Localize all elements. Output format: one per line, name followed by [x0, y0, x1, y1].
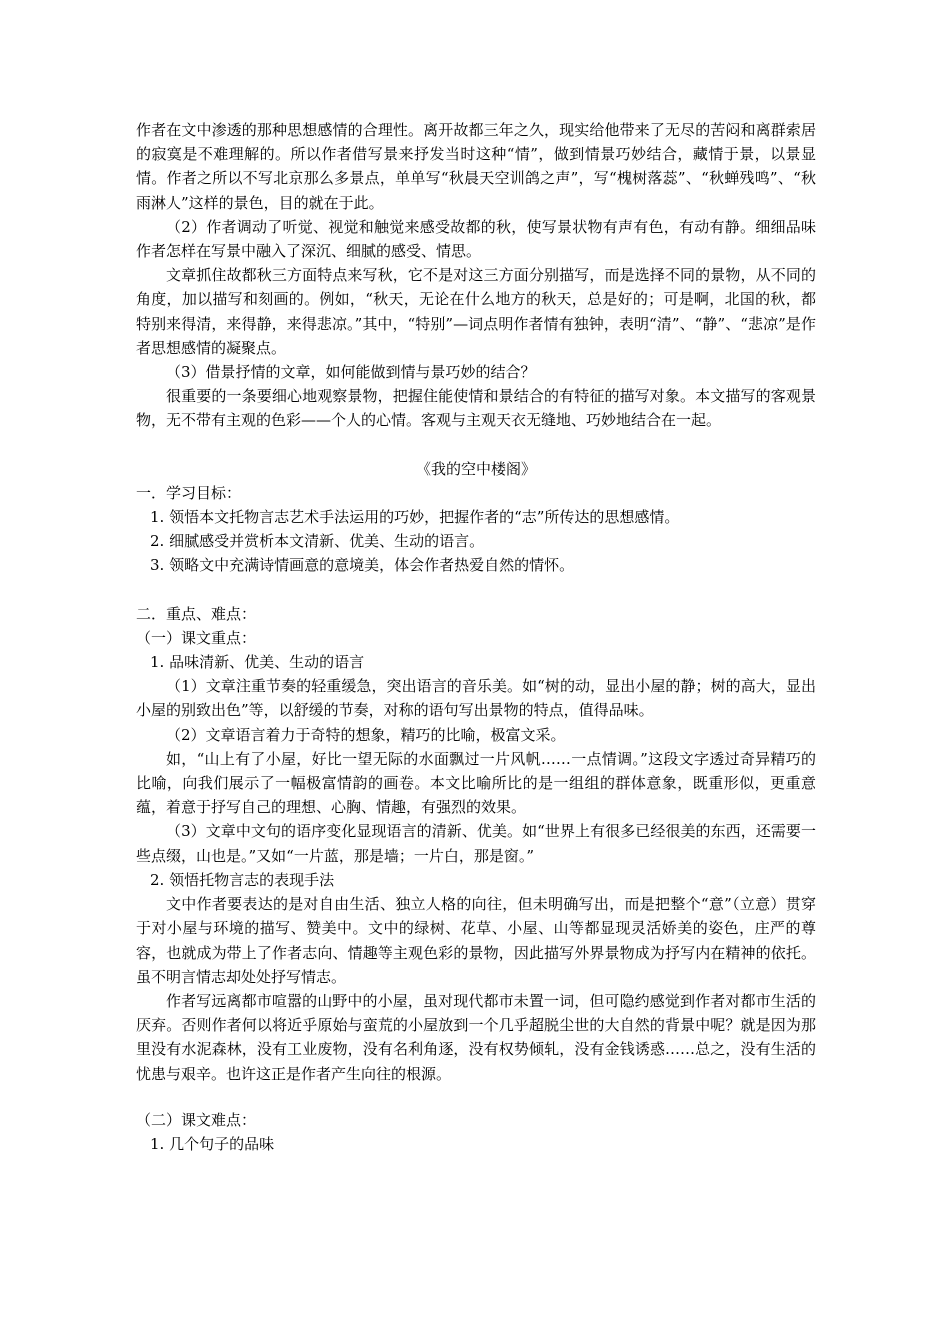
- section-title: 《我的空中楼阁》: [415, 459, 536, 478]
- list-item: 1. 领悟本文托物言志艺术手法运用的巧妙，把握作者的“志”所传达的思想感情。: [150, 508, 680, 527]
- key-heading: 二．重点、难点：: [136, 604, 257, 623]
- paragraph: （3）借景抒情的文章，如何能做到情与景巧妙的结合？: [166, 363, 536, 382]
- subheading: （一）课文重点：: [136, 628, 257, 647]
- paragraph: （2）作者调动了听觉、视觉和触觉来感受故都的秋，使写景状物有声有色，有动有静。细细品味作者怎样在写景中融入了深沉、细腻的感受、情思。: [136, 217, 816, 261]
- paragraph: （1）文章注重节奏的轻重缓急，突出语言的音乐美。如“树的动，显出小屋的静；树的高大，显出小屋的别致出色”等，以舒缓的节奏，对称的语句写出景物的特点，值得品味。: [136, 677, 816, 720]
- list-item: 1. 品味清新、优美、生动的语言: [150, 653, 365, 672]
- subheading: （二）课文难点：: [136, 1110, 257, 1129]
- spacer: [136, 1086, 816, 1108]
- paragraph: 文中作者要表达的是对自由生活、独立人格的向往，但未明确写出，而是把整个“意”（立意）贯穿于对小屋与环境的描写、赞美中。文中的绿树、花草、小屋、山等都显现灵活娇美的姿色，庄严的尊容，也就成为带上了作者志向、情趣等主观色彩的景物，因此描写外界景物成为抒写内在精神的依托。虽不明言情志却处处抒写情志。: [136, 895, 816, 986]
- paragraph: 很重要的一条要细心地观察景物，把握住能使情和景结合的有特征的描写对象。本文描写的客观景物，无不带有主观的色彩——个人的心情。客观与主观天衣无缝地、巧妙地结合在一起。: [136, 387, 816, 430]
- list-item: 3. 领略文中充满诗情画意的意境美，体会作者热爱自然的情怀。: [150, 556, 575, 575]
- paragraph: 文章抓住故都秋三方面特点来写秋，它不是对这三方面分别描写，而是选择不同的景物，从不同的角度，加以描写和刻画的。例如，“秋天，无论在什么地方的秋天，总是好的；可是啊，北国的秋，都特别来得清，来得静，来得悲凉。”其中，“特别”—词点明作者情有独钟，表明“清”、“静”、“悲凉”是作者思想感情的凝聚点。: [136, 266, 816, 357]
- goals-heading: 一．学习目标：: [136, 483, 242, 502]
- paragraph: （3）文章中文句的语序变化显现语言的清新、优美。如“世界上有很多已经很美的东西，还需要一些点缀，山也是。”又如“一片蓝，那是墙；一片白，那是窗。”: [136, 822, 816, 865]
- spacer: [136, 578, 816, 602]
- paragraph: 作者在文中渗透的那种思想感情的合理性。离开故都三年之久，现实给他带来了无尽的苦闷和离群索居的寂寞是不难理解的。所以作者借写景来抒发当时这种“情”，做到情景巧妙结合，藏情于景，以景显情。作者之所以不写北京那么多景点，单单写“秋晨天空训鸽之声”，写“槐树落蕊”、“秋蝉残鸣”、“秋雨淋人”这样的景色，目的就在于此。: [136, 121, 816, 212]
- list-item: 1. 几个句子的品味: [150, 1134, 275, 1153]
- paragraph: （2）文章语言着力于奇特的想象，精巧的比喻，极富文采。: [166, 725, 566, 744]
- document-page: [136, 118, 816, 1156]
- paragraph: 如，“山上有了小屋，好比一望无际的水面飘过一片风帆……一点情调。”这段文字透过奇异精巧的比喻，向我们展示了一幅极富情韵的画卷。本文比喻所比的是一组组的群体意象，既重形似，更重意蕴，着意于抒写自己的理想、心胸、情趣，有强烈的效果。: [136, 749, 816, 817]
- list-item: 2. 领悟托物言志的表现手法: [150, 870, 335, 889]
- spacer: [136, 433, 816, 457]
- list-item: 2. 细腻感受并赏析本文清新、优美、生动的语言。: [150, 532, 485, 551]
- paragraph: 作者写远离都市喧嚣的山野中的小屋，虽对现代都市未置一词，但可隐约感觉到作者对都市生活的厌弃。否则作者何以将近乎原始与蛮荒的小屋放到一个几乎超脱尘世的大自然的背景中呢？就是因为那里没有水泥森林，没有工业废物，没有名利角逐，没有权势倾轧，没有金钱诱惑……总之，没有生活的忧患与艰辛。也许这正是作者产生向往的根源。: [136, 991, 816, 1083]
